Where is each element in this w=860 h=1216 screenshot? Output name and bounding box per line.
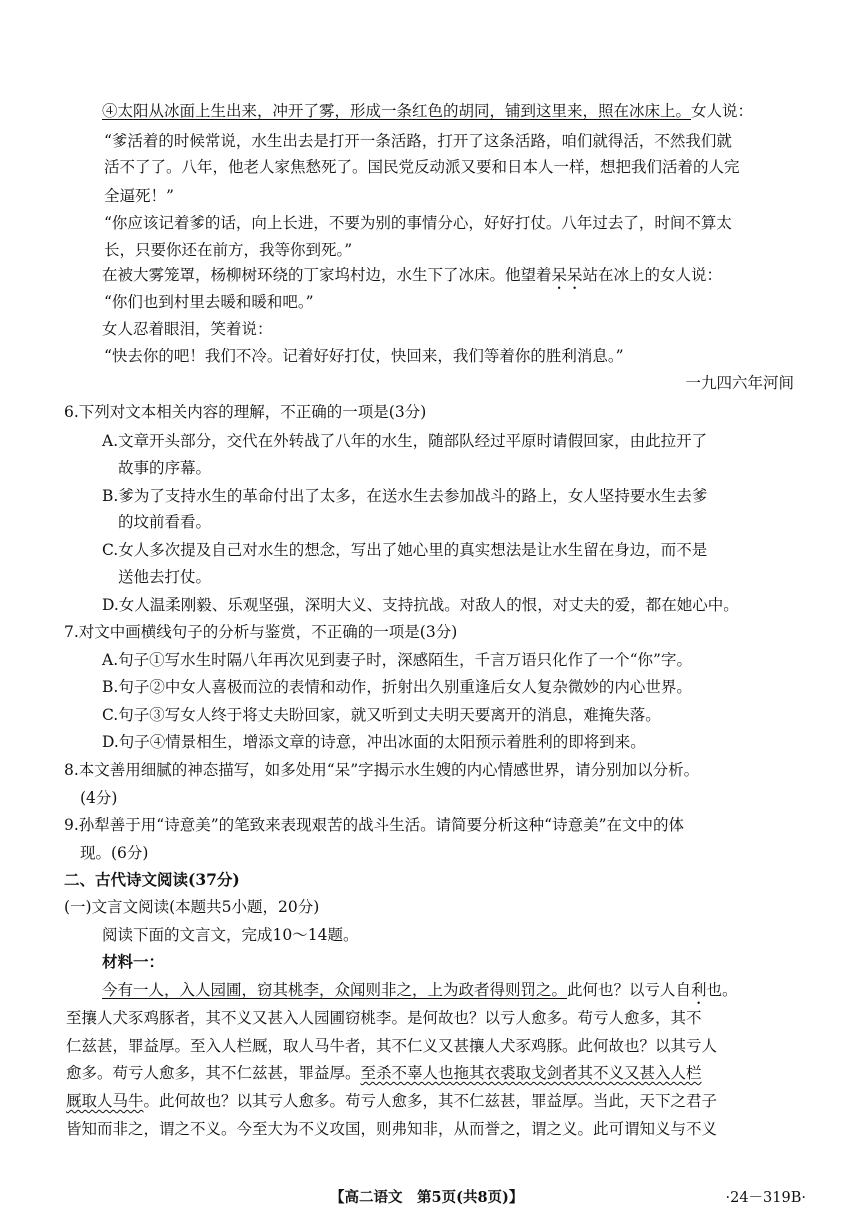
option-7a: A.句子①写水生时隔八年再次见到妻子时，深感陌生，千言万语只化作了一个“你”字。 (102, 651, 692, 669)
question-9: 9.孙犁善于用“诗意美”的笔致来表现艰苦的战斗生活。请简要分析这种“诗意美”在文中的体 (64, 816, 684, 834)
question-7: 7.对文中画横线句子的分析与鉴赏，不正确的一项是(3分) (64, 623, 458, 641)
option-6b: B.爹为了支持水生的革命付出了太多，在送水生去参加战斗的路上，女人坚持要水生去爹 (102, 487, 708, 505)
story-line: 全逼死！” (104, 187, 174, 205)
story-line: “你们也到村里去暖和暖和吧。” (104, 293, 314, 311)
question-9-cont: 现。(6分) (80, 844, 149, 862)
page-footer-label: 【高二语文 第5页(共8页)】 (330, 1189, 524, 1206)
emphasized-word: 利 (691, 981, 707, 999)
option-6d: D.女人温柔刚毅、乐观坚强，深明大义、支持抗战。对敌人的恨，对丈夫的爱，都在她心中。 (102, 596, 739, 614)
option-6c-cont: 送他去打仗。 (118, 568, 212, 586)
option-6c: C.女人多次提及自己对水生的想念，写出了她心里的真实想法是让水生留在身边，而不是 (102, 541, 708, 559)
story-line: 长，只要你还在前方，我等你到死。” (104, 241, 353, 259)
underlined-sentence-4: ④太阳从冰面上生出来，冲开了雾，形成一条红色的胡同，铺到这里来，照在冰床上。 (102, 102, 692, 120)
classical-text-line: 愈多。苟亏人愈多，其不仁兹甚，罪益厚。至杀不辜人也拖其衣裘取戈剑者其不义又甚入人栏 (66, 1064, 702, 1082)
story-line: ④太阳从冰面上生出来，冲开了雾，形成一条红色的胡同，铺到这里来，照在冰床上。女人说： (102, 102, 754, 120)
classical-text-line: 今有一人，入人园圃，窃其桃李，众闻则非之，上为政者得则罚之。此何也？以亏人自利也。 (102, 981, 738, 999)
question-8-points: (4分) (80, 789, 118, 807)
underlined-sentence: 今有一人，入人园圃，窃其桃李，众闻则非之，上为政者得则罚之。 (102, 981, 568, 999)
classical-text-line: 仁兹甚，罪益厚。至入人栏厩，取人马牛者，其不仁义又甚攘人犬豕鸡豚。此何故也？以其亏人 (66, 1037, 718, 1055)
story-line: 女人忍着眼泪，笑着说： (102, 320, 273, 338)
question-8: 8.本文善用细腻的神态描写，如多处用“呆”字揭示水生嫂的内心情感世界，请分别加以分析。 (64, 761, 700, 779)
option-7d: D.句子④情景相生，增添文章的诗意，冲出冰面的太阳预示着胜利的即将到来。 (102, 733, 646, 751)
classical-text-line: 皆知而非之，谓之不义。今至大为不义攻国，则弗知非，从而誉之，谓之义。此可谓知义与不义 (66, 1120, 718, 1138)
subsection-heading: (一)文言文阅读(本题共5小题，20分) (64, 898, 320, 916)
wavy-underlined-sentence: 至杀不辜人也拖其衣裘取戈剑者其不义又甚入人栏 (360, 1064, 702, 1082)
section-heading: 二、古代诗文阅读(37分) (64, 870, 240, 889)
page-footer-code: ·24－319B· (725, 1190, 806, 1206)
story-line: “爹活着的时候常说，水生出去是打开一条活路，打开了这条活路，咱们就得活，不然我们就 (104, 132, 732, 150)
emphasized-word: 呆呆 (551, 266, 583, 284)
story-line: “快去你的吧！我们不冷。记着好好打仗，快回来，我们等着你的胜利消息。” (104, 347, 624, 365)
option-7c: C.句子③写女人终于将丈夫盼回家，就又听到丈夫明天要离开的消息，难掩失落。 (102, 706, 661, 724)
classical-text-line: 厩取人马牛。此何故也？以其亏人愈多。苟亏人愈多，其不仁兹甚，罪益厚。当此，天下之君子 (66, 1092, 718, 1110)
story-line: 活不了了。八年，他老人家焦愁死了。国民党反动派又要和日本人一样，想把我们活着的人完 (104, 158, 740, 176)
option-6a: A.文章开头部分，交代在外转战了八年的水生，随部队经过平原时请假回家，由此拉开了 (102, 432, 708, 450)
story-line: 在被大雾笼罩，杨柳树环绕的丁家坞村边，水生下了冰床。他望着呆呆站在冰上的女人说： (102, 266, 723, 284)
option-6a-cont: 故事的序幕。 (118, 459, 212, 477)
wavy-underlined-sentence: 厩取人马牛 (66, 1092, 144, 1110)
story-signature: 一九四六年河间 (685, 374, 794, 392)
question-6: 6.下列对文本相关内容的理解，不正确的一项是(3分) (64, 403, 427, 421)
material-label: 材料一： (102, 952, 165, 971)
classical-text-line: 至攘人犬豕鸡豚者，其不义又甚入人园圃窃桃李。是何故也？以亏人愈多。苟亏人愈多，其不 (66, 1009, 702, 1027)
story-line: “你应该记着爹的话，向上长进，不要为别的事情分心，好好打仗。八年过去了，时间不算太 (104, 214, 732, 232)
option-7b: B.句子②中女人喜极而泣的表情和动作，折射出久别重逢后女人复杂微妙的内心世界。 (102, 678, 692, 696)
reading-instructions: 阅读下面的文言文，完成10～14题。 (102, 926, 359, 944)
option-6b-cont: 的坟前看看。 (118, 513, 212, 531)
